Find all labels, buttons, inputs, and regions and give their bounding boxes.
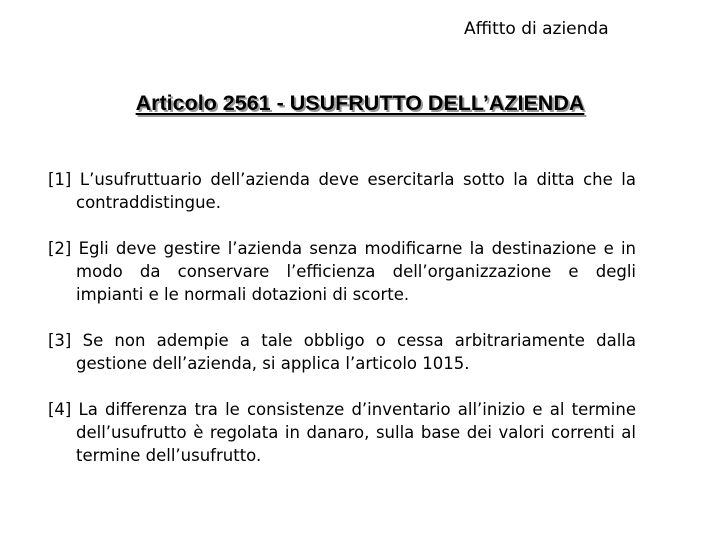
article-body: [48, 168, 636, 467]
paragraph-3: [3] Se non adempie a tale obbligo o cessa arbitrariamente dalla gestione dell’azienda, si applica l’articolo 1015.: [48, 331, 636, 373]
header-label: Affitto di azienda: [464, 19, 609, 39]
article-title: Articolo 2561 - USUFRUTTO DELL’AZIENDA: [135, 91, 585, 115]
paragraph-4: [4] La differenza tra le consistenze d’inventario all’inizio e al termine dell’usufrutto è regolata in danaro, sulla base dei valori correnti al termine dell’usufrutto.: [48, 400, 636, 465]
paragraph-1: [1] L’usufruttuario dell’azienda deve esercitarla sotto la ditta che la contraddistingue.: [48, 170, 636, 212]
paragraph-2: [2] Egli deve gestire l’azienda senza modificarne la destinazione e in modo da conservare l’efficienza dell’organizzazione e degli impianti e le normali dotazioni di scorte.: [48, 239, 636, 304]
